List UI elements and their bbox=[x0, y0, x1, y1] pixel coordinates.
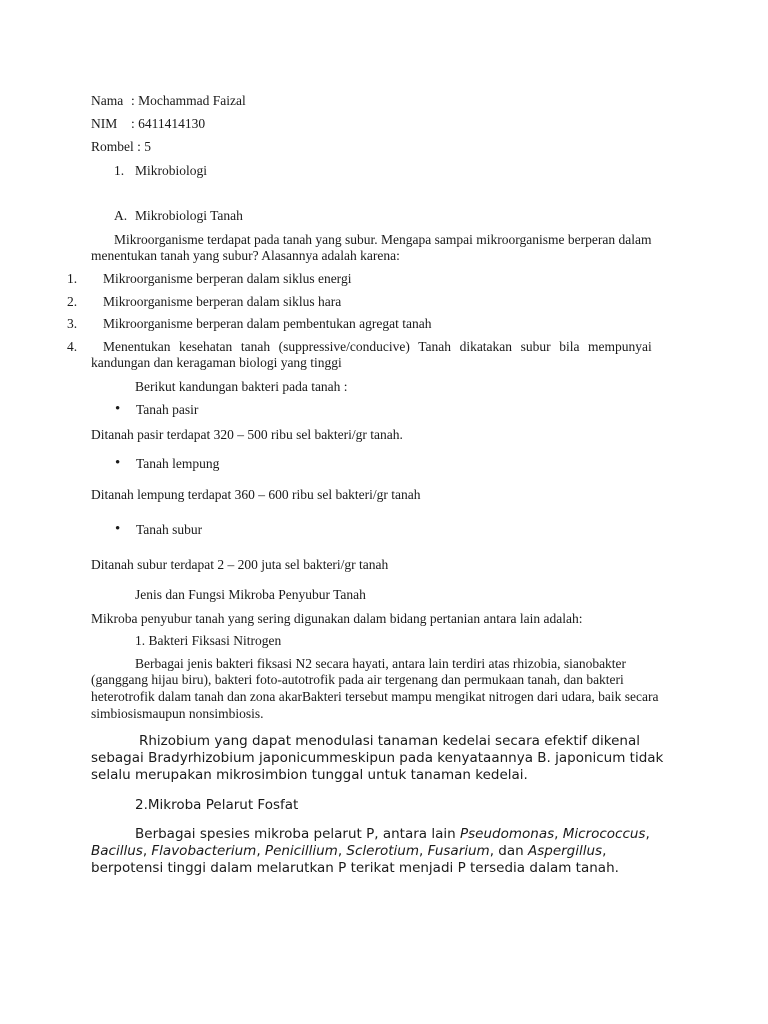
genus-name: Micrococcus bbox=[562, 826, 646, 842]
soil-description: Ditanah lempung terdapat 360 – 600 ribu sel bakteri/gr tanah bbox=[91, 487, 421, 502]
text-run: , bbox=[602, 843, 607, 859]
item-2-para-line bbox=[135, 826, 650, 843]
bullet-marker: • bbox=[115, 455, 121, 471]
section-1-title: Mikrobiologi bbox=[135, 163, 208, 178]
rhizobium-para-line: selalu merupakan mikrosimbion tunggal untuk tanaman kedelai. bbox=[91, 767, 528, 783]
bakteri-intro: Berikut kandungan bakteri pada tanah : bbox=[135, 379, 348, 394]
nim-value: : 6411414130 bbox=[131, 116, 206, 131]
item-1-title: 1. Bakteri Fiksasi Nitrogen bbox=[135, 633, 282, 648]
bullet-marker: • bbox=[115, 521, 121, 537]
text-run: , bbox=[554, 826, 563, 842]
genus-name: Aspergillus bbox=[527, 843, 603, 859]
genus-name: Penicillium bbox=[264, 843, 338, 859]
reason-text: Menentukan kesehatan tanah (suppressive/conducive) Tanah dikatakan subur bila mempunyai bbox=[103, 339, 652, 354]
nim-label: NIM bbox=[91, 116, 118, 131]
soil-name: Tanah lempung bbox=[136, 456, 220, 471]
subsection-a-letter: A. bbox=[114, 208, 128, 223]
rhizobium-para-line: sebagai Bradyrhizobium japonicummeskipun pada kenyataannya B. japonicum tidak bbox=[91, 750, 664, 766]
rombel-row: Rombel : 5 bbox=[91, 139, 151, 154]
reason-text: Mikroorganisme berperan dalam pembentukan agregat tanah bbox=[103, 316, 432, 331]
item-2-title: 2.Mikroba Pelarut Fosfat bbox=[135, 797, 299, 813]
jenis-intro: Mikroba penyubur tanah yang sering digunakan dalam bidang pertanian antara lain adalah: bbox=[91, 611, 583, 626]
text-run: Berbagai spesies mikroba pelarut P, antara lain bbox=[135, 826, 460, 842]
nama-value: : Mochammad Faizal bbox=[131, 93, 246, 108]
bullet-marker: • bbox=[115, 401, 121, 417]
genus-name: Sclerotium bbox=[346, 843, 420, 859]
genus-name: Pseudomonas bbox=[459, 826, 555, 842]
soil-name: Tanah pasir bbox=[136, 402, 199, 417]
reason-number: 3. bbox=[67, 316, 78, 331]
reason-number: 4. bbox=[67, 339, 78, 354]
reason-item-continuation: kandungan dan keragaman biologi yang tinggi bbox=[91, 355, 342, 370]
text-run: , dan bbox=[489, 843, 528, 859]
section-1-heading bbox=[114, 163, 207, 179]
subsection-a-heading bbox=[114, 208, 243, 224]
text-run: , bbox=[256, 843, 265, 859]
item-1-para-line: (ganggang hijau biru), bakteri foto-autotrofik pada air tergenang dan permukaan tanah, dan bakteri bbox=[91, 672, 624, 687]
reason-item bbox=[67, 294, 341, 310]
reason-item bbox=[67, 339, 652, 355]
genus-name: Bacillus bbox=[91, 843, 143, 859]
intro-line-1: Mikroorganisme terdapat pada tanah yang subur. Mengapa sampai mikroorganisme berperan dalam bbox=[114, 232, 652, 247]
text-run: , bbox=[645, 826, 650, 842]
reason-item bbox=[67, 271, 351, 287]
reason-number: 2. bbox=[67, 294, 78, 309]
soil-name: Tanah subur bbox=[136, 522, 203, 537]
item-1-para-line: Berbagai jenis bakteri fiksasi N2 secara hayati, antara lain terdiri atas rhizobia, sianobakter bbox=[135, 656, 627, 671]
text-run: , bbox=[419, 843, 428, 859]
item-2-para-line bbox=[91, 843, 606, 860]
genus-name: Flavobacterium bbox=[151, 843, 257, 859]
rhizobium-para-line: Rhizobium yang dapat menodulasi tanaman kedelai secara efektif dikenal bbox=[139, 733, 641, 749]
soil-description: Ditanah pasir terdapat 320 – 500 ribu sel bakteri/gr tanah. bbox=[91, 427, 403, 442]
nim-row bbox=[91, 116, 205, 132]
intro-line-2: menentukan tanah yang subur? Alasannya adalah karena: bbox=[91, 248, 400, 263]
nama-label: Nama bbox=[91, 93, 124, 108]
reason-item bbox=[67, 316, 432, 332]
item-1-para-line: simbiosismaupun nonsimbiosis. bbox=[91, 706, 264, 721]
reason-text: Mikroorganisme berperan dalam siklus energi bbox=[103, 271, 352, 286]
nama-row bbox=[91, 93, 246, 109]
reason-number: 1. bbox=[67, 271, 78, 286]
item-1-para-line: heterotrofik dalam tanah dan zona akarBakteri tersebut mampu mengikat nitrogen dari udara, baik secara bbox=[91, 689, 659, 704]
text-run: , bbox=[142, 843, 152, 859]
jenis-heading: Jenis dan Fungsi Mikroba Penyubur Tanah bbox=[135, 587, 366, 602]
section-1-number: 1. bbox=[114, 163, 125, 178]
soil-description: Ditanah subur terdapat 2 – 200 juta sel bakteri/gr tanah bbox=[91, 557, 389, 572]
text-run: , bbox=[337, 843, 347, 859]
genus-name: Fusarium bbox=[427, 843, 490, 859]
item-2-para-line: berpotensi tinggi dalam melarutkan P terikat menjadi P tersedia dalam tanah. bbox=[91, 860, 619, 876]
subsection-a-title: Mikrobiologi Tanah bbox=[135, 208, 243, 223]
reason-text: Mikroorganisme berperan dalam siklus hara bbox=[103, 294, 342, 309]
